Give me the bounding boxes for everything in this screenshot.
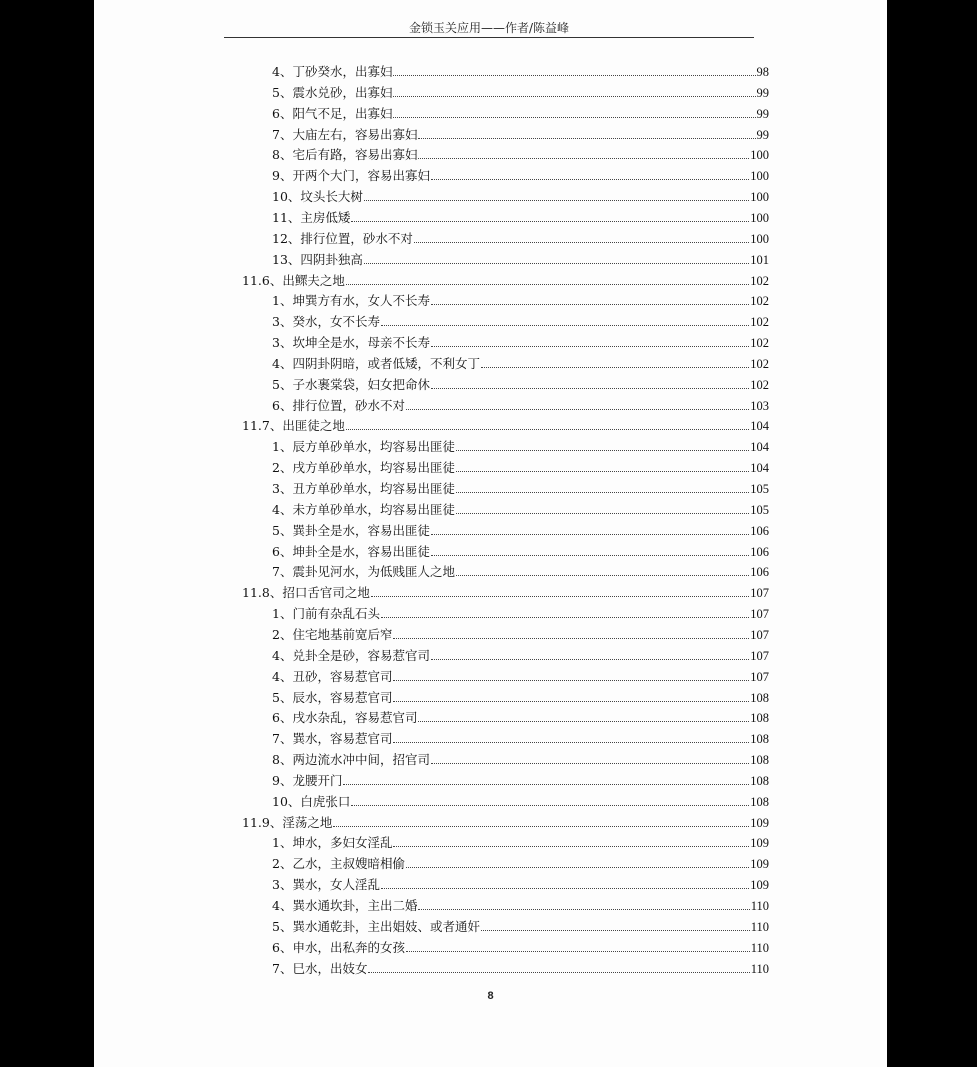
toc-entry-page: 108 bbox=[750, 773, 769, 788]
toc-entry-page: 102 bbox=[750, 273, 769, 288]
dot-leader bbox=[393, 679, 749, 681]
toc-entry[interactable] bbox=[272, 917, 769, 938]
toc-entry-page: 105 bbox=[750, 482, 769, 496]
toc-entry-label: 11.7、出匪徒之地 bbox=[242, 418, 345, 434]
toc-entry-page: 109 bbox=[750, 857, 769, 872]
toc-entry-label: 7、巽水，容易惹官司 bbox=[272, 731, 393, 747]
toc-entry-label: 6、坤卦全是水，容易出匪徒 bbox=[272, 543, 430, 559]
toc-entry[interactable] bbox=[272, 312, 769, 333]
dot-leader bbox=[393, 116, 755, 118]
toc-entry-label: 6、排行位置，砂水不对 bbox=[272, 397, 405, 413]
toc-entry[interactable] bbox=[272, 729, 769, 750]
toc-entry-label: 6、戌水杂乱，容易惹官司 bbox=[272, 710, 418, 726]
toc-entry-label: 11.9、淫荡之地 bbox=[242, 814, 333, 830]
toc-entry[interactable] bbox=[272, 83, 769, 104]
toc-entry-label: 8、宅后有路，容易出寡妇 bbox=[272, 147, 418, 163]
toc-entry[interactable] bbox=[272, 688, 769, 709]
toc-section-entry[interactable] bbox=[242, 813, 769, 834]
toc-entry-label: 1、坤巽方有水，女人不长寿 bbox=[272, 293, 430, 309]
toc-entry-page: 101 bbox=[750, 252, 769, 267]
toc-entry-page: 100 bbox=[750, 231, 769, 246]
dot-leader bbox=[456, 449, 749, 451]
toc-entry[interactable] bbox=[272, 145, 769, 166]
toc-entry-page: 102 bbox=[750, 336, 769, 351]
toc-entry[interactable] bbox=[272, 208, 769, 229]
dot-leader bbox=[393, 700, 749, 702]
dot-leader bbox=[346, 283, 749, 285]
toc-entry[interactable] bbox=[272, 104, 769, 125]
dot-leader bbox=[333, 825, 749, 827]
toc-entry-label: 6、阳气不足，出寡妇 bbox=[272, 105, 393, 121]
toc-entry-page: 108 bbox=[750, 753, 769, 768]
toc-entry[interactable] bbox=[272, 959, 769, 980]
toc-entry-page: 103 bbox=[750, 398, 769, 413]
toc-entry[interactable] bbox=[272, 875, 769, 896]
toc-entry-page: 107 bbox=[750, 627, 769, 642]
toc-entry-page: 107 bbox=[750, 607, 769, 622]
toc-entry-page: 106 bbox=[750, 523, 769, 538]
toc-entry[interactable] bbox=[272, 500, 769, 521]
toc-entry-label: 2、戌方单砂单水，均容易出匪徒 bbox=[272, 460, 455, 476]
toc-entry-label: 10、白虎张口 bbox=[272, 793, 351, 809]
dot-leader bbox=[351, 804, 749, 806]
dot-leader bbox=[431, 178, 749, 180]
dot-leader bbox=[431, 762, 749, 764]
toc-entry-label: 12、排行位置，砂水不对 bbox=[272, 230, 413, 246]
toc-entry[interactable] bbox=[272, 833, 769, 854]
toc-entry-page: 104 bbox=[750, 419, 769, 434]
document-page bbox=[94, 0, 887, 1067]
dot-leader bbox=[393, 74, 755, 76]
dot-leader bbox=[431, 533, 749, 535]
dot-leader bbox=[456, 491, 749, 493]
toc-entry-page: 107 bbox=[750, 669, 769, 684]
toc-entry-label: 5、震水兑砂，出寡妇 bbox=[272, 84, 393, 100]
toc-entry-page: 107 bbox=[750, 586, 769, 601]
dot-leader bbox=[456, 512, 749, 514]
dot-leader bbox=[418, 908, 749, 910]
toc-entry[interactable] bbox=[272, 187, 769, 208]
toc-entry-label: 4、丁砂癸水，出寡妇 bbox=[272, 64, 393, 79]
toc-entry-page: 102 bbox=[750, 356, 769, 371]
toc-entry[interactable] bbox=[272, 562, 769, 583]
toc-entry-label: 1、门前有杂乱石头 bbox=[272, 606, 380, 622]
dot-leader bbox=[418, 720, 749, 722]
toc-entry-page: 110 bbox=[750, 919, 769, 934]
dot-leader bbox=[364, 262, 749, 264]
toc-entry-label: 1、辰方单砂单水，均容易出匪徒 bbox=[272, 439, 455, 455]
toc-entry-page: 108 bbox=[750, 711, 769, 726]
dot-leader bbox=[381, 887, 749, 889]
toc-entry-page: 104 bbox=[750, 440, 769, 455]
dot-leader bbox=[431, 658, 749, 660]
running-header: 金锁玉关应用——作者/陈益峰 bbox=[408, 21, 570, 35]
toc-entry[interactable] bbox=[272, 625, 769, 646]
toc-entry-label: 4、未方单砂单水，均容易出匪徒 bbox=[272, 501, 455, 517]
dot-leader bbox=[456, 574, 749, 576]
toc-entry-label: 6、申水，出私奔的女孩 bbox=[272, 939, 405, 955]
toc-entry-page: 105 bbox=[750, 502, 769, 517]
dot-leader bbox=[351, 220, 749, 222]
toc-entry-label: 7、巳水，出妓女 bbox=[272, 960, 368, 976]
dot-leader bbox=[393, 845, 749, 847]
toc-entry-label: 11.6、出鳏夫之地 bbox=[242, 272, 345, 288]
toc-entry[interactable] bbox=[272, 667, 769, 688]
toc-entry-page: 102 bbox=[750, 294, 769, 309]
dot-leader bbox=[431, 303, 749, 305]
dot-leader bbox=[346, 428, 749, 430]
dot-leader bbox=[456, 470, 749, 472]
dot-leader bbox=[414, 241, 749, 243]
toc-entry[interactable] bbox=[272, 479, 769, 500]
toc-entry-page: 102 bbox=[750, 377, 769, 392]
toc-entry[interactable] bbox=[272, 396, 769, 417]
toc-section-entry[interactable] bbox=[242, 271, 769, 292]
toc-entry[interactable] bbox=[272, 771, 769, 792]
toc-entry[interactable] bbox=[272, 542, 769, 563]
dot-leader bbox=[343, 783, 749, 785]
toc-entry-page: 100 bbox=[750, 190, 769, 205]
toc-entry-page: 100 bbox=[750, 210, 769, 225]
toc-entry[interactable] bbox=[272, 250, 769, 271]
dot-leader bbox=[381, 324, 749, 326]
toc-entry[interactable] bbox=[272, 166, 769, 187]
toc-entry-label: 5、辰水，容易惹官司 bbox=[272, 689, 393, 705]
dot-leader bbox=[406, 950, 750, 952]
toc-entry-page: 107 bbox=[750, 648, 769, 663]
toc-entry-label: 5、巽卦全是水，容易出匪徒 bbox=[272, 522, 430, 538]
toc-entry-label: 3、巽水，女人淫乱 bbox=[272, 877, 380, 893]
dot-leader bbox=[418, 157, 749, 159]
toc-entry-label: 9、龙腰开门 bbox=[272, 772, 343, 788]
dot-leader bbox=[481, 366, 749, 368]
toc-entry[interactable] bbox=[272, 291, 769, 312]
toc-entry[interactable] bbox=[272, 229, 769, 250]
toc-entry-page: 109 bbox=[750, 878, 769, 893]
dot-leader bbox=[418, 137, 755, 139]
toc-entry-label: 3、坎坤全是水，母亲不长寿 bbox=[272, 335, 430, 351]
dot-leader bbox=[406, 866, 749, 868]
dot-leader bbox=[406, 408, 749, 410]
toc-entry[interactable] bbox=[272, 938, 769, 959]
toc-entry-page: 109 bbox=[750, 836, 769, 851]
toc-entry-page: 109 bbox=[750, 815, 769, 830]
toc-entry-label: 11.8、招口舌官司之地 bbox=[242, 585, 370, 601]
dot-leader bbox=[481, 929, 750, 931]
toc-entry-label: 3、丑方单砂单水，均容易出匪徒 bbox=[272, 481, 455, 496]
toc-entry-label: 13、四阴卦独高 bbox=[272, 251, 363, 267]
toc-entry-label: 10、坟头长大树 bbox=[272, 189, 363, 205]
dot-leader bbox=[381, 616, 749, 618]
toc-entry-label: 3、癸水，女不长寿 bbox=[272, 314, 380, 330]
toc-entry[interactable] bbox=[272, 354, 769, 375]
toc-entry[interactable] bbox=[272, 708, 769, 729]
dot-leader bbox=[431, 345, 749, 347]
toc-entry[interactable] bbox=[272, 375, 769, 396]
toc-entry-page: 98 bbox=[756, 65, 769, 79]
toc-entry-label: 1、坤水，多妇女淫乱 bbox=[272, 835, 393, 851]
toc-entry-page: 102 bbox=[750, 315, 769, 330]
toc-section-entry[interactable] bbox=[242, 583, 769, 604]
dot-leader bbox=[368, 971, 749, 973]
toc-entry-page: 99 bbox=[756, 106, 769, 121]
toc-entry[interactable] bbox=[272, 604, 769, 625]
toc-entry-label: 9、开两个大门，容易出寡妇 bbox=[272, 168, 430, 184]
dot-leader bbox=[393, 637, 749, 639]
toc-entry[interactable] bbox=[272, 646, 769, 667]
toc-entry-label: 4、兑卦全是砂，容易惹官司 bbox=[272, 647, 430, 663]
toc-entry-label: 8、两边流水冲中间，招官司 bbox=[272, 752, 430, 768]
toc-entry-page: 106 bbox=[750, 544, 769, 559]
toc-entry[interactable] bbox=[272, 896, 769, 917]
dot-leader bbox=[364, 199, 749, 201]
header-rule bbox=[224, 37, 754, 38]
toc-entry-page: 110 bbox=[750, 961, 769, 976]
dot-leader bbox=[371, 595, 749, 597]
toc-entry[interactable] bbox=[272, 458, 769, 479]
toc-entry-page: 99 bbox=[756, 85, 769, 100]
toc-entry-page: 108 bbox=[750, 690, 769, 705]
toc-entry[interactable] bbox=[272, 437, 769, 458]
page-number: 8 bbox=[487, 990, 494, 1002]
dot-leader bbox=[431, 387, 749, 389]
toc-entry[interactable] bbox=[272, 750, 769, 771]
toc-entry-label: 7、震卦见河水，为低贱匪人之地 bbox=[272, 564, 455, 580]
toc-entry[interactable] bbox=[272, 854, 769, 875]
toc-entry-label: 5、子水裹棠袋，妇女把命休 bbox=[272, 376, 430, 392]
toc-entry[interactable] bbox=[272, 62, 769, 83]
toc-entry-page: 100 bbox=[750, 169, 769, 184]
toc-entry-label: 4、巽水通坎卦，主出二婚 bbox=[272, 898, 418, 913]
toc-entry-page: 108 bbox=[750, 732, 769, 747]
toc-entry-page: 110 bbox=[750, 899, 769, 913]
toc-entry-label: 5、巽水通乾卦，主出娼妓、或者通奸 bbox=[272, 918, 480, 934]
toc-entry[interactable] bbox=[272, 792, 769, 813]
toc-entry[interactable] bbox=[272, 125, 769, 146]
toc-entry-label: 2、乙水，主叔嫂暗相偷 bbox=[272, 856, 405, 872]
dot-leader bbox=[431, 554, 749, 556]
toc-entry-page: 108 bbox=[750, 794, 769, 809]
toc-entry-label: 7、大庙左右，容易出寡妇 bbox=[272, 126, 418, 142]
toc-entry-page: 100 bbox=[750, 148, 769, 163]
dot-leader bbox=[393, 741, 749, 743]
dot-leader bbox=[393, 95, 755, 97]
toc-entry-label: 2、住宅地基前宽后窄 bbox=[272, 626, 393, 642]
toc-entry[interactable] bbox=[272, 521, 769, 542]
toc-entry-page: 110 bbox=[750, 940, 769, 955]
toc-entry[interactable] bbox=[272, 333, 769, 354]
toc-entry-page: 106 bbox=[750, 565, 769, 580]
toc-section-entry[interactable] bbox=[242, 416, 769, 437]
toc-entry-label: 4、丑砂，容易惹官司 bbox=[272, 668, 393, 684]
toc-entry-page: 104 bbox=[750, 461, 769, 476]
toc-entry-label: 11、主房低矮 bbox=[272, 209, 351, 225]
toc-entry-label: 4、四阴卦阴暗，或者低矮，不利女丁 bbox=[272, 355, 480, 371]
toc-entry-page: 99 bbox=[756, 127, 769, 142]
